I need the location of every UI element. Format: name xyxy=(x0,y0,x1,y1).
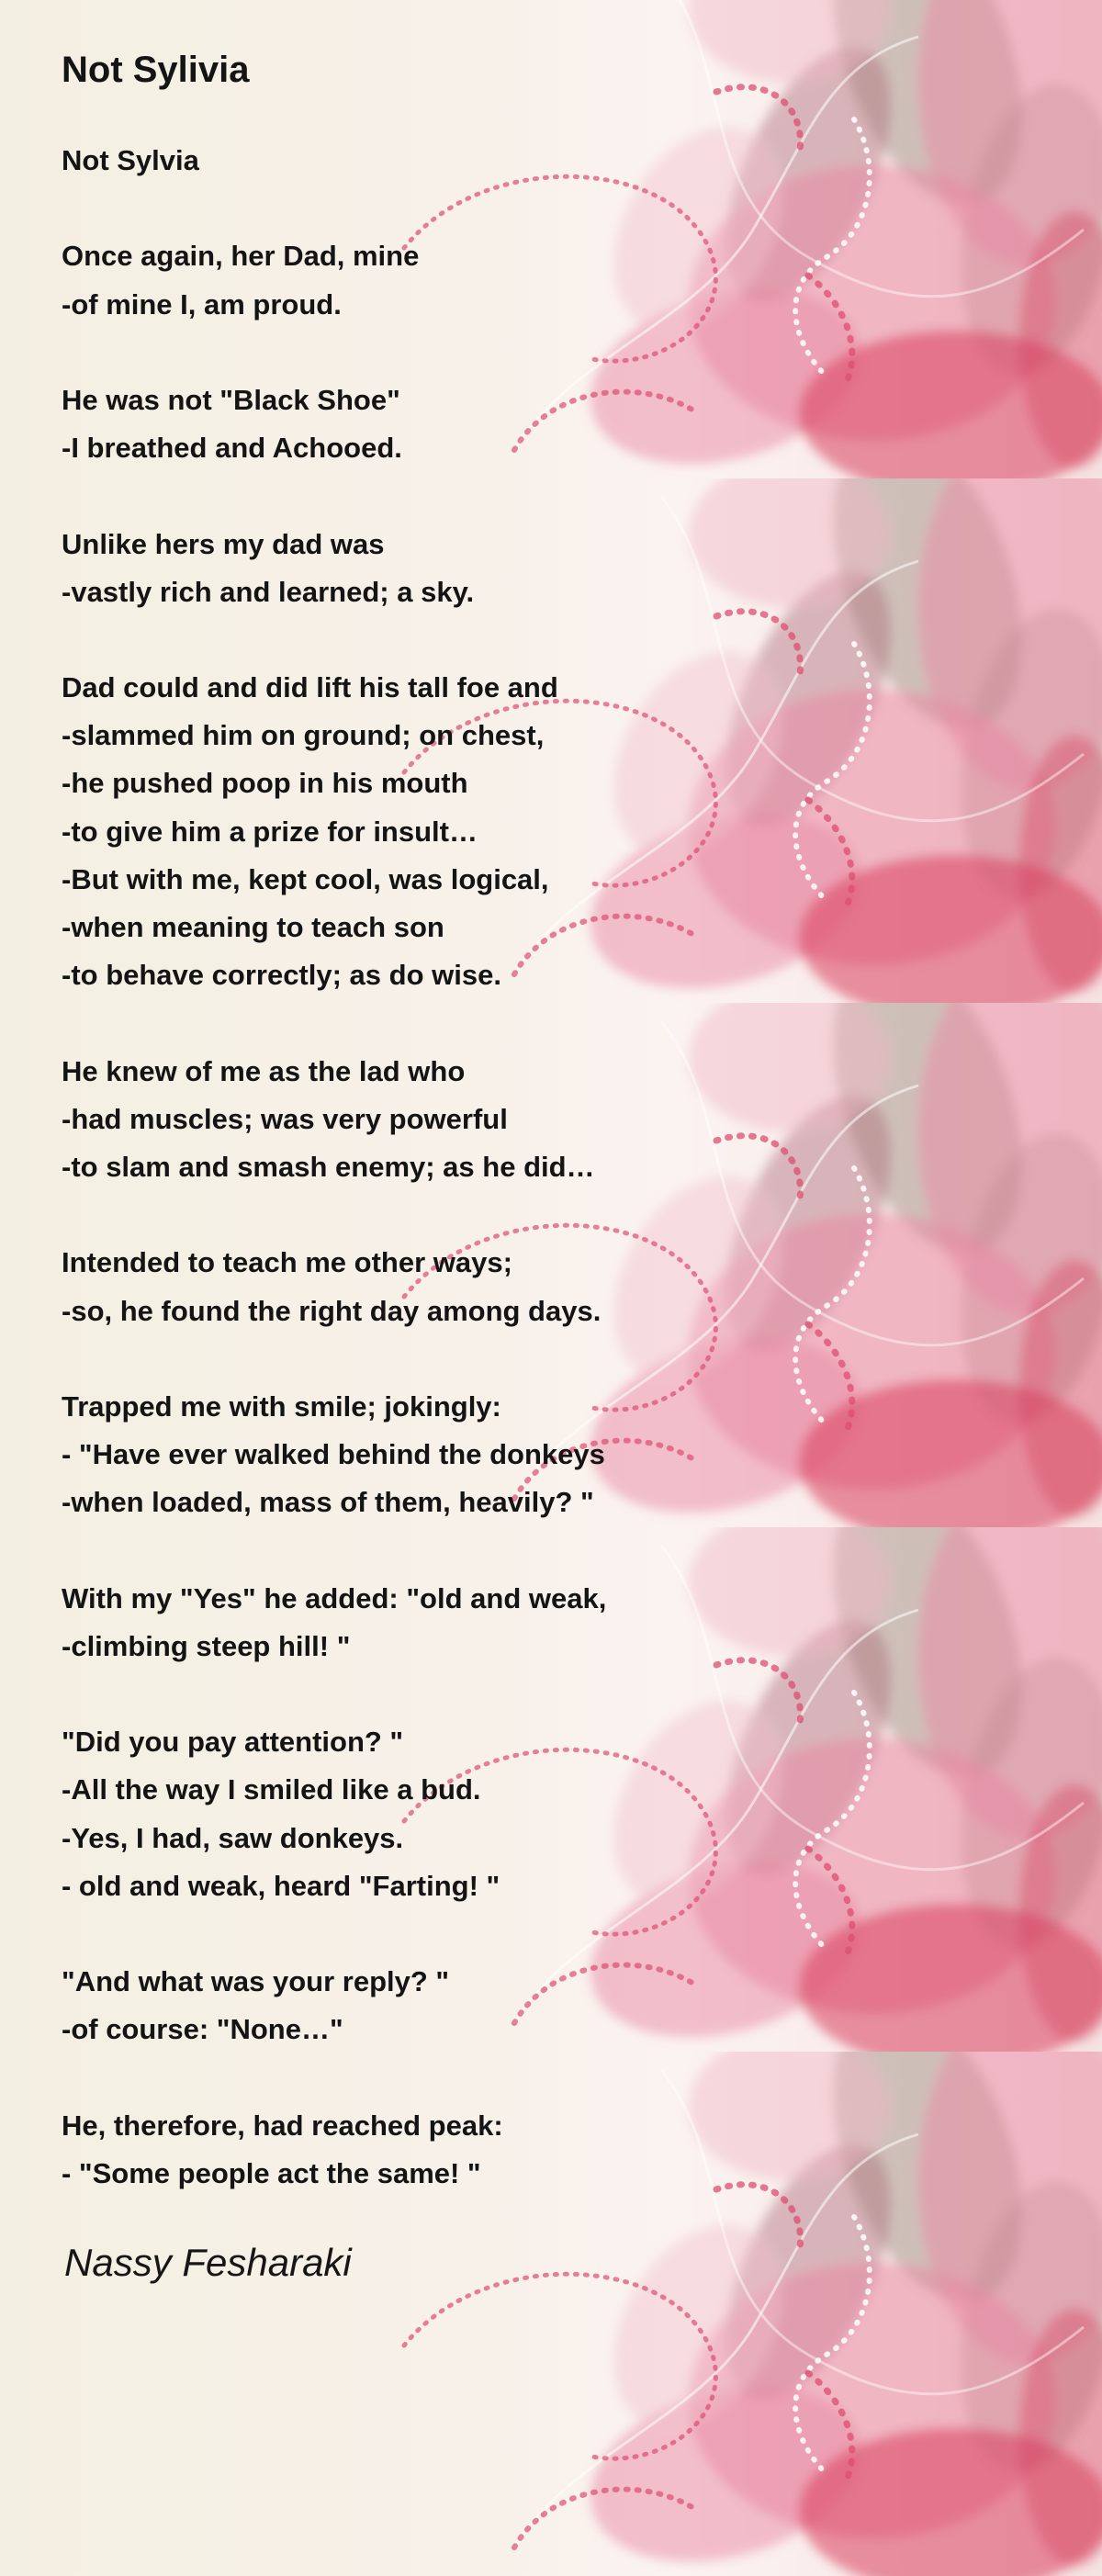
poem-line: -All the way I smiled like a bud. xyxy=(62,1773,481,1806)
stanza-break xyxy=(62,1670,606,1718)
poem-line: "Did you pay attention? " xyxy=(62,1726,404,1759)
poem-line: Dad could and did lift his tall foe and xyxy=(62,671,558,704)
stanza-break xyxy=(62,2054,606,2102)
stanza-break xyxy=(62,185,606,232)
poem-line: Unlike hers my dad was xyxy=(62,527,385,560)
poem-line: - "Have ever walked behind the donkeys xyxy=(62,1438,605,1471)
poem-line: With my "Yes" he added: "old and weak, xyxy=(62,1581,607,1614)
poem-line: -vastly rich and learned; a sky. xyxy=(62,575,475,608)
poem-line: -to slam and smash enemy; as he did… xyxy=(62,1150,595,1183)
poem-line: -I breathed and Achooed. xyxy=(62,432,402,465)
stanza-break xyxy=(62,472,606,520)
poem-line: Once again, her Dad, mine xyxy=(62,240,420,273)
poem-line: -slammed him on ground; on chest, xyxy=(62,719,545,752)
poem-line: -But with me, kept cool, was logical, xyxy=(62,862,549,895)
stanza-break xyxy=(62,1910,606,1958)
poem-line: He was not "Black Shoe" xyxy=(62,383,400,416)
poem-line: -of mine I, am proud. xyxy=(62,287,342,321)
poem-line: He, therefore, had reached peak: xyxy=(62,2109,503,2142)
stanza-break xyxy=(62,329,606,377)
poem-line: - "Some people act the same! " xyxy=(62,2156,481,2189)
poem-line: -to give him a prize for insult… xyxy=(62,815,478,848)
poem-line: -when meaning to teach son xyxy=(62,911,444,943)
poem-line: -had muscles; was very powerful xyxy=(62,1102,508,1135)
stanza-break xyxy=(62,1526,606,1574)
poem-line: -climbing steep hill! " xyxy=(62,1629,351,1662)
poem-line: Intended to teach me other ways; xyxy=(62,1246,512,1279)
poem-line: He knew of me as the lad who xyxy=(62,1054,466,1087)
stanza-break xyxy=(62,1191,606,1239)
poem-content xyxy=(62,0,1053,2334)
poem-line: -so, he found the right day among days. xyxy=(62,1294,602,1327)
poem-line: -of course: "None…" xyxy=(62,2013,343,2046)
poem-line: Not Sylvia xyxy=(62,144,199,176)
poem-author: Nassy Fesharaki xyxy=(64,2241,352,2284)
poem-line: Trapped me with smile; jokingly: xyxy=(62,1389,501,1423)
poem-body xyxy=(62,137,606,2198)
poem-line: - old and weak, heard "Farting! " xyxy=(62,1869,500,1902)
stanza-break xyxy=(62,616,606,664)
poem-line: -to behave correctly; as do wise. xyxy=(62,959,501,992)
poem-line: -he pushed poop in his mouth xyxy=(62,767,468,800)
stanza-break xyxy=(62,1335,606,1383)
poem-line: -when loaded, mass of them, heavily? " xyxy=(62,1486,594,1519)
poem-line: -Yes, I had, saw donkeys. xyxy=(62,1821,404,1854)
poem-line: "And what was your reply? " xyxy=(62,1965,450,1998)
poem-title: Not Sylivia xyxy=(62,50,250,90)
stanza-break xyxy=(62,999,606,1047)
